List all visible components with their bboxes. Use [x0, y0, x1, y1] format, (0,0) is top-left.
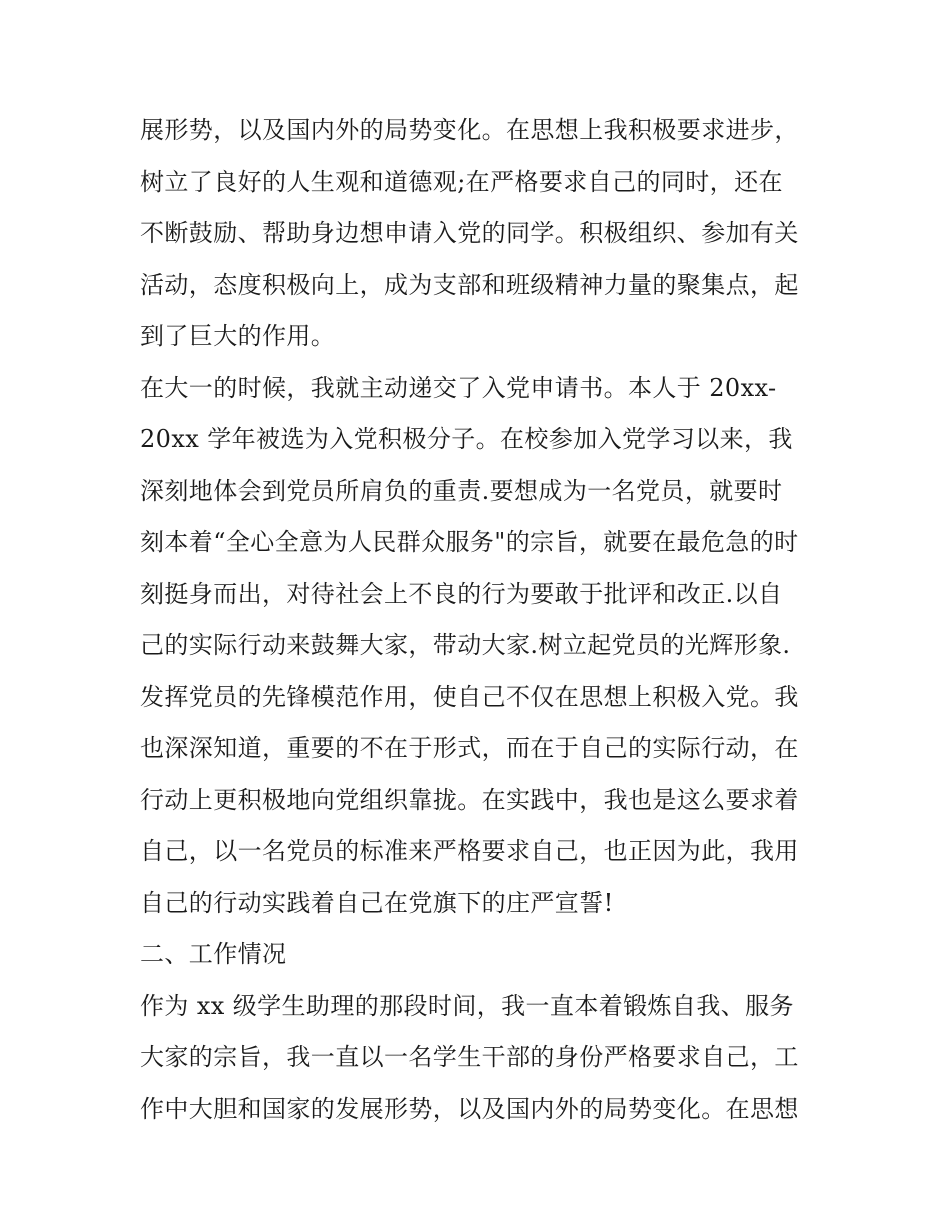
text-line: 己的实际行动来鼓舞大家，带动大家.树立起党员的光辉形象. — [140, 631, 791, 659]
text-line: 展形势，以及国内外的局势变化。在思想上我积极要求进步， — [140, 116, 799, 144]
section-heading: 二、工作情况 — [140, 940, 287, 968]
text-line: 20xx 学年被选为入党积极分子。在校参加入党学习以来，我 — [140, 425, 793, 453]
text-line: 到了巨大的作用。 — [140, 322, 336, 350]
text-line: 大家的宗旨，我一直以一名学生干部的身份严格要求自己，工 — [140, 1043, 799, 1071]
text-line: 在大一的时候，我就主动递交了入党申请书。本人于 20xx- — [140, 373, 777, 402]
text-line: 深刻地体会到党员所肩负的重责.要想成为一名党员，就要时 — [140, 476, 783, 505]
text-line: 刻本着“全心全意为人民群众服务"的宗旨，就要在最危急的时 — [140, 528, 799, 556]
text-line: 作为 xx 级学生助理的那段时间，我一直本着锻炼自我、服务 — [140, 991, 794, 1020]
text-line: 行动上更积极地向党组织靠拢。在实践中，我也是这么要求着 — [140, 785, 799, 814]
document-body — [140, 105, 820, 1135]
text-line: 不断鼓励、帮助身边想申请入党的同学。积极组织、参加有关 — [140, 219, 799, 247]
text-line: 自己，以一名党员的标准来严格要求自己，也正因为此，我用 — [140, 837, 799, 865]
text-line: 也深深知道，重要的不在于形式，而在于自己的实际行动，在 — [140, 734, 799, 762]
text-line: 自己的行动实践着自己在党旗下的庄严宣誓! — [140, 888, 614, 917]
text-line: 树立了良好的人生观和道德观;在严格要求自己的同时，还在 — [140, 167, 783, 196]
text-line: 发挥党员的先锋模范作用，使自己不仅在思想上积极入党。我 — [140, 682, 799, 711]
text-line: 作中大胆和国家的发展形势，以及国内外的局势变化。在思想 — [140, 1094, 799, 1123]
text-line: 活动，态度积极向上，成为支部和班级精神力量的聚集点，起 — [140, 270, 799, 299]
text-line: 刻挺身而出，对待社会上不良的行为要敢于批评和改正.以自 — [140, 579, 783, 608]
